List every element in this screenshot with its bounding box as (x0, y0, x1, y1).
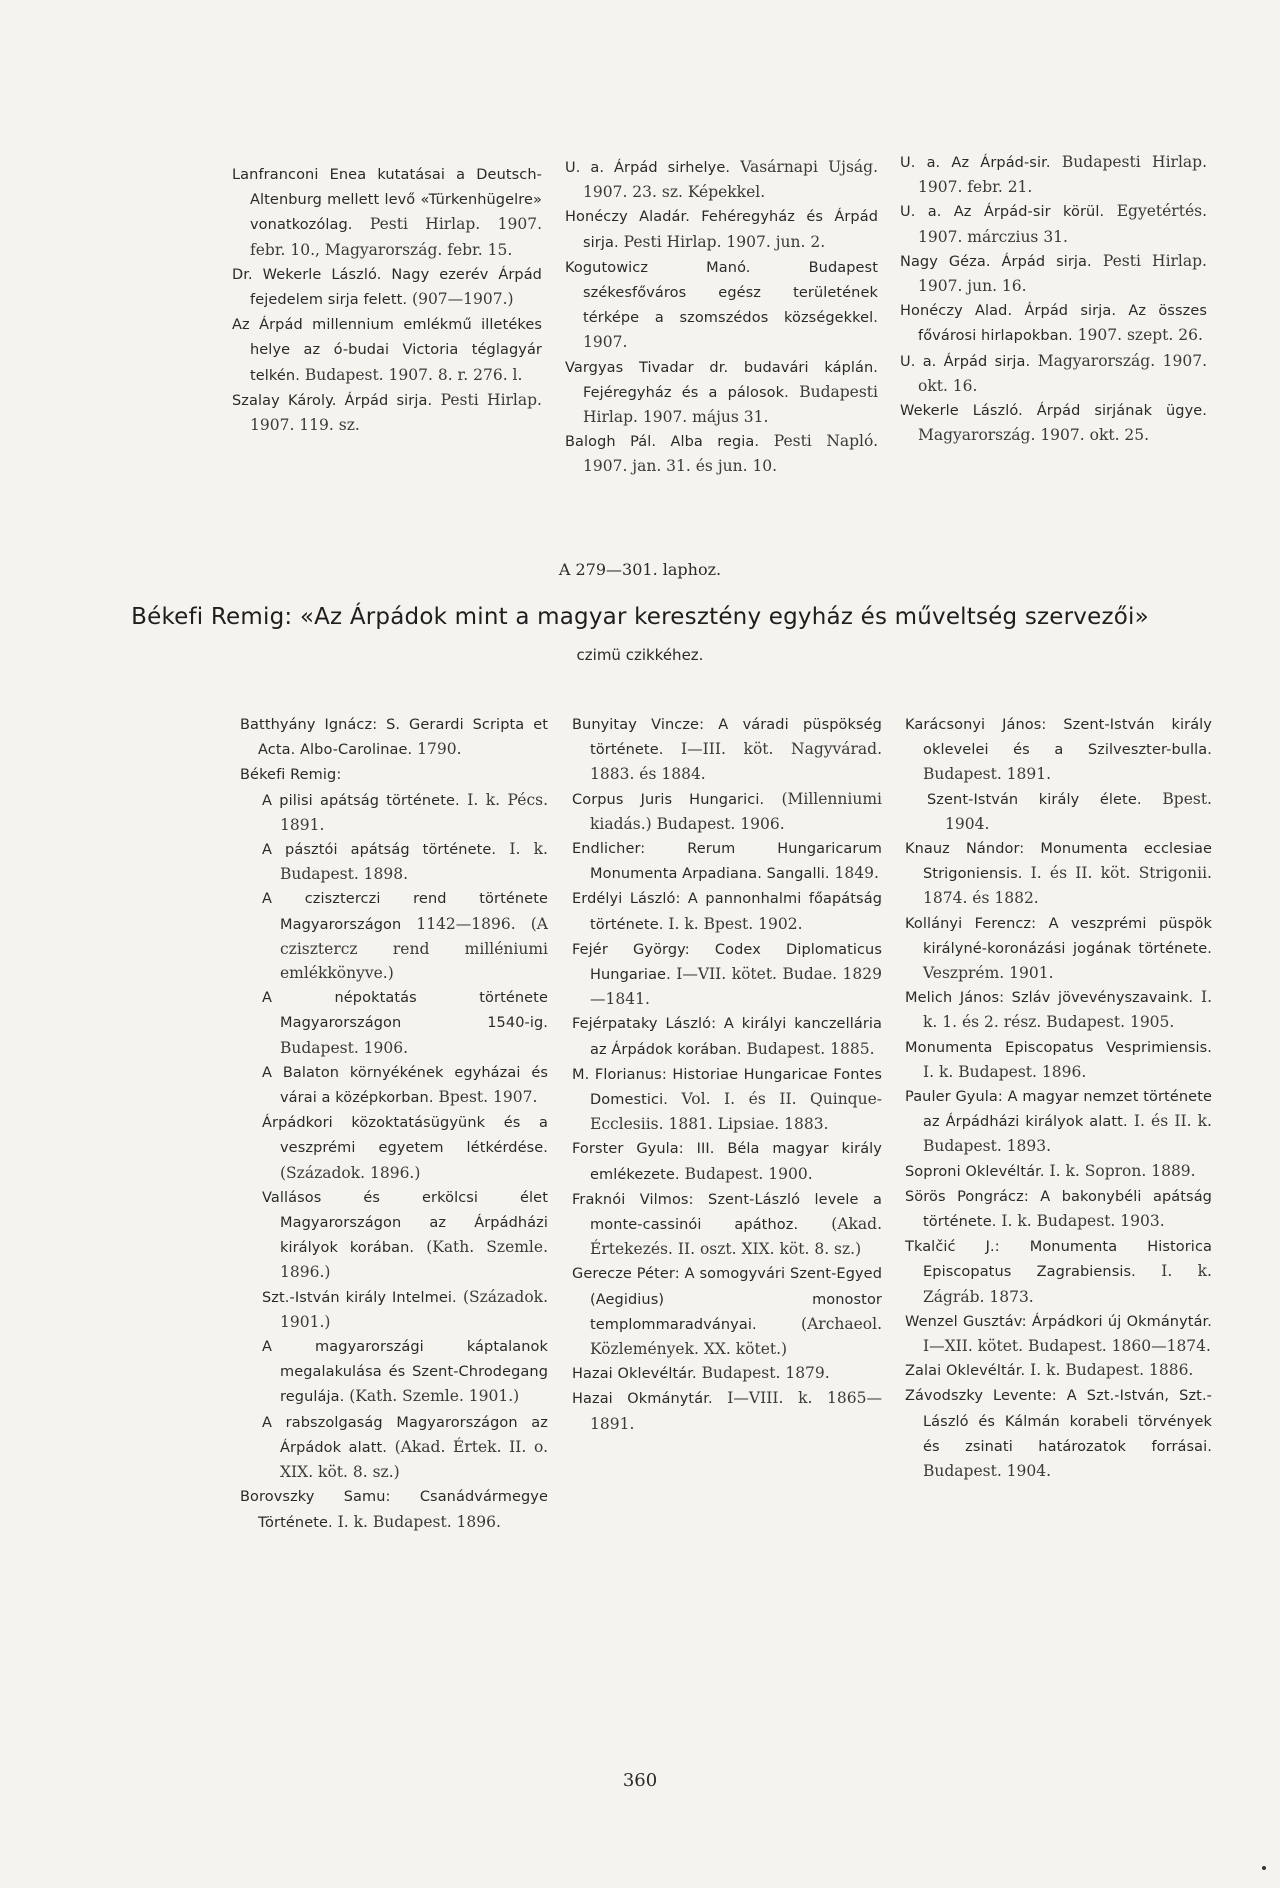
top-column-2 (565, 155, 878, 479)
entry-publication: Veszprém. 1901. (923, 964, 1054, 983)
entry-author-title: Forster Gyula: III. Béla magyar király emlékezete. (572, 1141, 882, 1183)
entry-author-title: Az Árpád millennium emlékmű illetékes helye az ó-budai Victoria téglagyár telkén. (232, 317, 542, 384)
entry-publication: 1907. (583, 333, 628, 352)
entry-author-title: Sörös Pongrácz: A bakonybéli apátság története. (905, 1188, 1212, 1231)
page-number: 360 (622, 1770, 658, 1791)
bibliography-entry (905, 1234, 1212, 1309)
entry-author-title: A pásztói apátság története. (262, 842, 497, 859)
entry-publication: (Kath. Szemle. 1896.) (280, 1238, 548, 1282)
entry-publication: Budapest. 1900. (679, 1164, 813, 1183)
entry-publication: I—VII. kötet. Budae. 1829—1841. (590, 965, 882, 1009)
entry-author-title: Kogutowicz Manó. Budapest székesfőváros egész területének térképe a szomszédos községekkel. (565, 259, 878, 327)
entry-publication: Pesti Hirlap. 1907. febr. 10., Magyarország. febr. 15. (250, 215, 542, 259)
entry-author-title: A pilisi apátság története. (262, 792, 460, 809)
entry-publication: (Kath. Szemle. 1901.) (344, 1387, 520, 1406)
bibliography-entry (565, 355, 878, 430)
entry-publication: 1849. (829, 864, 879, 883)
bibliography-entry (572, 712, 882, 787)
bibliography-entry (572, 836, 882, 886)
entry-publication: 1790. (412, 740, 462, 759)
bibliography-entry (240, 1334, 548, 1410)
entry-publication: (Archaeol. Közlemények. XX. kötet.) (590, 1314, 882, 1359)
entry-publication: I. k. Sopron. 1889. (1044, 1161, 1196, 1180)
entry-publication: Budapesti Hirlap. 1907. május 31. (583, 382, 878, 427)
entry-author-title: Fejér György: Codex Diplomaticus Hungariae. (572, 941, 882, 984)
entry-author-title: A Balaton környékének egyházai és várai a középkorban. (262, 1064, 548, 1107)
bibliography-entry (905, 1084, 1212, 1159)
bibliography-entry (240, 1484, 548, 1534)
bibliography-entry (905, 1035, 1212, 1084)
entry-publication: Budapesti Hirlap. 1907. febr. 21. (918, 153, 1207, 197)
entry-publication: Budapest. 1891. (923, 765, 1052, 784)
entry-publication: Bpest. 1907. (433, 1088, 538, 1107)
bibliography-entry (240, 837, 548, 886)
bibliography-entry (232, 162, 542, 262)
entry-publication: Budapest. 1904. (923, 1462, 1052, 1481)
entry-author-title: Árpádkori közoktatásügyünk és a veszprémi egyetem létkérdése. (262, 1115, 548, 1157)
entry-publication: Pesti Hirlap. 1907. 119. sz. (250, 390, 542, 435)
bibliography-entry (905, 985, 1212, 1034)
entry-publication: I. k. Zágráb. 1873. (923, 1262, 1212, 1306)
entry-author-title: Závodszky Levente: A Szt.-István, Szt.-László és Kálmán korabeli törvények és zsinati határozatok forrásai. (905, 1388, 1212, 1455)
entry-author-title: Zalai Oklevéltár. (905, 1363, 1026, 1380)
bibliography-entry (565, 155, 878, 204)
entry-publication: Bpest. 1904. (945, 789, 1212, 833)
section-title: Békefi Remig: «Az Árpádok mint a magyar keresztény egyház és műveltség szervezői» (131, 604, 1149, 630)
bibliography-entry (905, 1309, 1212, 1358)
entry-publication: 1907. szept. 26. (1072, 326, 1203, 345)
entry-author-title: Balogh Pál. Alba regia. (565, 434, 760, 451)
entry-author-title: Monumenta Episcopatus Vesprimiensis. (905, 1039, 1212, 1056)
entry-author-title: Wenzel Gusztáv: Árpádkori új Okmánytár. (905, 1313, 1212, 1330)
entry-author-title: Hazai Oklevéltár. (572, 1366, 697, 1383)
bibliography-entry (240, 1060, 548, 1110)
entry-author-title: Soproni Oklevéltár. (905, 1163, 1045, 1180)
entry-publication: I. k. Budapest. 1903. (996, 1212, 1165, 1231)
entry-author-title: Endlicher: Rerum Hungaricarum Monumenta Arpadiana. Sangalli. (572, 841, 882, 883)
bibliography-entry (905, 836, 1212, 911)
entry-publication: I. k. Budapest. 1896. (923, 1062, 1087, 1081)
entry-author-title: Honéczy Aladár. Fehéregyház és Árpád sirja. (565, 209, 878, 251)
bibliography-entry (572, 1187, 882, 1262)
bottom-column-3 (905, 712, 1212, 1483)
bibliography-entry (232, 262, 542, 312)
entry-author-title: Szent-István király élete. (927, 791, 1142, 808)
bibliography-entry (240, 1110, 548, 1185)
bibliography-entry (565, 429, 878, 478)
entry-publication: Egyetértés. 1907. márczius 31. (918, 202, 1207, 246)
entry-publication: Pesti Hirlap. 1907. jun. 2. (618, 232, 826, 251)
page-margin-mark (1262, 1866, 1266, 1870)
bibliography-entry (900, 199, 1207, 248)
entry-author-title: Fejérpataky László: A királyi kanczellária az Árpádok korában. (572, 1016, 882, 1058)
entry-publication: I. k. Pécs. 1891. (280, 790, 549, 834)
entry-publication: Pesti Napló. 1907. jan. 31. és jun. 10. (583, 432, 878, 476)
bibliography-entry (565, 204, 878, 254)
bibliography-entry (240, 788, 548, 837)
entry-publication: (Századok. 1901.) (280, 1287, 549, 1331)
bibliography-entry (905, 911, 1212, 986)
entry-author-title: Honéczy Alad. Árpád sirja. Az összes fővárosi hirlapokban. (900, 303, 1207, 345)
bibliography-entry (572, 1136, 882, 1186)
bibliography-entry (572, 1062, 882, 1137)
entry-author-title: Pauler Gyula: A magyar nemzet története az Árpádházi királyok alatt. (905, 1089, 1212, 1131)
entry-author-title: Nagy Géza. Árpád sirja. (900, 253, 1092, 270)
bibliography-entry (572, 1011, 882, 1061)
bibliography-entry (572, 1261, 882, 1361)
entry-publication: I. k. 1. és 2. rész. Budapest. 1905. (923, 988, 1212, 1032)
bibliography-entry (572, 787, 882, 836)
bibliography-entry (240, 1410, 548, 1485)
entry-author-title: M. Florianus: Historiae Hungaricae Fontes Domestici. (572, 1066, 882, 1109)
entry-publication: Budapest. 1879. (696, 1364, 830, 1383)
entry-author-title: A magyarországi káptalanok megalakulása és Szent-Chrodegang regulája. (262, 1339, 548, 1406)
bibliography-entry (900, 150, 1207, 199)
section-subtitle: czimü czikkéhez. (576, 646, 704, 664)
bibliography-entry (905, 1159, 1212, 1184)
entry-publication: Pesti Hirlap. 1907. jun. 16. (918, 251, 1207, 296)
entry-author-title: Wekerle László. Árpád sirjának ügye. (900, 403, 1207, 420)
bibliography-entry (240, 712, 548, 762)
entry-author-title: Corpus Juris Hungarici. (572, 791, 765, 808)
entry-publication: I. k. Budapest. 1886. (1025, 1361, 1194, 1380)
entry-author-title: Karácsonyi János: Szent-István király oklevelei és a Szilveszter-bulla. (905, 717, 1212, 759)
entry-publication: Vasárnapi Ujság. 1907. 23. sz. Képekkel. (583, 158, 878, 202)
entry-publication: (907—1907.) (407, 290, 514, 309)
bibliography-entry (905, 1383, 1212, 1483)
entry-author-title: Vallásos és erkölcsi élet Magyarországon az Árpádházi királyok korában. (262, 1189, 548, 1257)
entry-publication: I. és II. köt. Strigonii. 1874. és 1882. (923, 864, 1212, 908)
bibliography-entry (240, 1285, 548, 1334)
entry-author-title: Gerecze Péter: A somogyvári Szent-Egyed (Aegidius) monostor templommaradványai. (572, 1266, 882, 1333)
bibliography-entry (572, 886, 882, 936)
entry-author-title: Tkalčić J.: Monumenta Historica Episcopatus Zagrabiensis. (905, 1239, 1212, 1281)
bibliography-entry (900, 249, 1207, 298)
bibliography-entry (572, 1361, 882, 1386)
entry-author-title: Fraknói Vilmos: Szent-László levele a monte-cassinói apáthoz. (572, 1191, 882, 1234)
entry-publication: 1142—1896. (A czisztercz rend milléniumi emlékkönyve.) (280, 914, 548, 983)
entry-publication: Vol. I. és II. Quinque-Ecclesiis. 1881. Lipsiae. 1883. (590, 1090, 882, 1134)
bibliography-entry (572, 937, 882, 1012)
entry-author-title: A cziszterczi rend története Magyarországon (262, 891, 548, 933)
entry-author-title: Szt.-István király Intelmei. (262, 1289, 457, 1306)
bibliography-entry (905, 712, 1212, 787)
entry-publication: I—XII. kötet. Budapest. 1860—1874. (923, 1337, 1211, 1356)
entry-author-title: Hazai Okmánytár. (572, 1391, 713, 1408)
entry-publication: I. k. Budapest. 1898. (280, 840, 548, 884)
entry-publication: I. k. Budapest. 1896. (332, 1512, 501, 1531)
bibliography-entry (905, 787, 1212, 836)
entry-author-title: Melich János: Szláv jövevényszavaink. (905, 990, 1194, 1007)
entry-publication: (Akad. Értek. II. o. XIX. köt. 8. sz.) (280, 1437, 548, 1482)
entry-author-title: Knauz Nándor: Monumenta ecclesiae Strigoniensis. (905, 841, 1212, 883)
entry-author-title: U. a. Az Árpád-sir. (900, 155, 1051, 171)
entry-publication: (Millenniumi kiadás.) Budapest. 1906. (590, 789, 882, 833)
entry-publication: I—VIII. k. 1865—1891. (590, 1389, 882, 1433)
bibliography-entry (900, 298, 1207, 348)
top-column-3 (900, 150, 1207, 447)
top-column-1 (232, 162, 542, 437)
entry-author-title: Borovszky Samu: Csanádvármegye Története. (240, 1489, 548, 1531)
entry-author-title: U. a. Árpád sirhelye. (565, 160, 731, 176)
entry-publication: Budapest. 1885. (741, 1039, 875, 1058)
entry-publication: I. és II. k. Budapest. 1893. (923, 1112, 1212, 1156)
entry-author-title: Kollányi Ferencz: A veszprémi püspök királyné-koronázási jogának története. (905, 915, 1212, 957)
bibliography-entry (900, 349, 1207, 398)
entry-author-title: Batthyány Ignácz: S. Gerardi Scripta et Acta. Albo-Carolinae. (240, 717, 548, 759)
bibliography-entry (572, 1386, 882, 1435)
bibliography-entry (905, 1358, 1212, 1383)
bottom-column-2 (572, 712, 882, 1436)
entry-author-title: Lanfranconi Enea kutatásai a Deutsch-Altenburg mellett levő «Türkenhügelre» vonatkozólag. (232, 167, 542, 234)
entry-publication: Budapest. 1907. 8. r. 276. l. (299, 365, 523, 384)
entry-author-title: Bunyitay Vincze: A váradi püspökség története. (572, 717, 882, 759)
entry-author-title: U. a. Az Árpád-sir körül. (900, 204, 1105, 221)
bibliography-entry (905, 1184, 1212, 1234)
bibliography-entry (240, 886, 548, 985)
entry-author-title: Szalay Károly. Árpád sirja. (232, 392, 433, 409)
bibliography-entry (900, 398, 1207, 447)
entry-author-title: Békefi Remig: (240, 767, 342, 784)
entry-author-title: A népoktatás története Magyarországon 1540-ig. (262, 990, 548, 1032)
bibliography-entry (565, 255, 878, 355)
bottom-column-1 (240, 712, 548, 1535)
bibliography-entry (240, 985, 548, 1060)
bibliography-entry (232, 388, 542, 437)
entry-publication: I—III. köt. Nagyvárad. 1883. és 1884. (590, 740, 882, 784)
entry-publication: (Századok. 1896.) (280, 1163, 421, 1182)
entry-publication: (Akad. Értekezés. II. oszt. XIX. köt. 8. sz.) (590, 1215, 882, 1259)
entry-author-title: Vargyas Tivadar dr. budavári káplán. Fejéregyház és a pálosok. (565, 359, 878, 401)
entry-publication: Magyarország. 1907. okt. 16. (918, 351, 1207, 395)
entry-author-title: Dr. Wekerle László. Nagy ezerév Árpád fejedelem sirja felett. (232, 266, 542, 309)
bibliography-entry (240, 762, 548, 787)
bibliography-entry (232, 312, 542, 388)
entry-publication: Budapest. 1906. (280, 1038, 409, 1057)
section-page-reference: A 279—301. laphoz. (558, 560, 722, 579)
entry-publication: Magyarország. 1907. okt. 25. (918, 426, 1150, 445)
entry-author-title: U. a. Árpád sirja. (900, 353, 1031, 370)
entry-author-title: Erdélyi László: A pannonhalmi főapátság története. (572, 891, 882, 933)
entry-publication: I. k. Bpest. 1902. (663, 914, 803, 933)
bibliography-entry (240, 1185, 548, 1285)
entry-author-title: A rabszolgaság Magyarországon az Árpádok alatt. (262, 1414, 548, 1456)
